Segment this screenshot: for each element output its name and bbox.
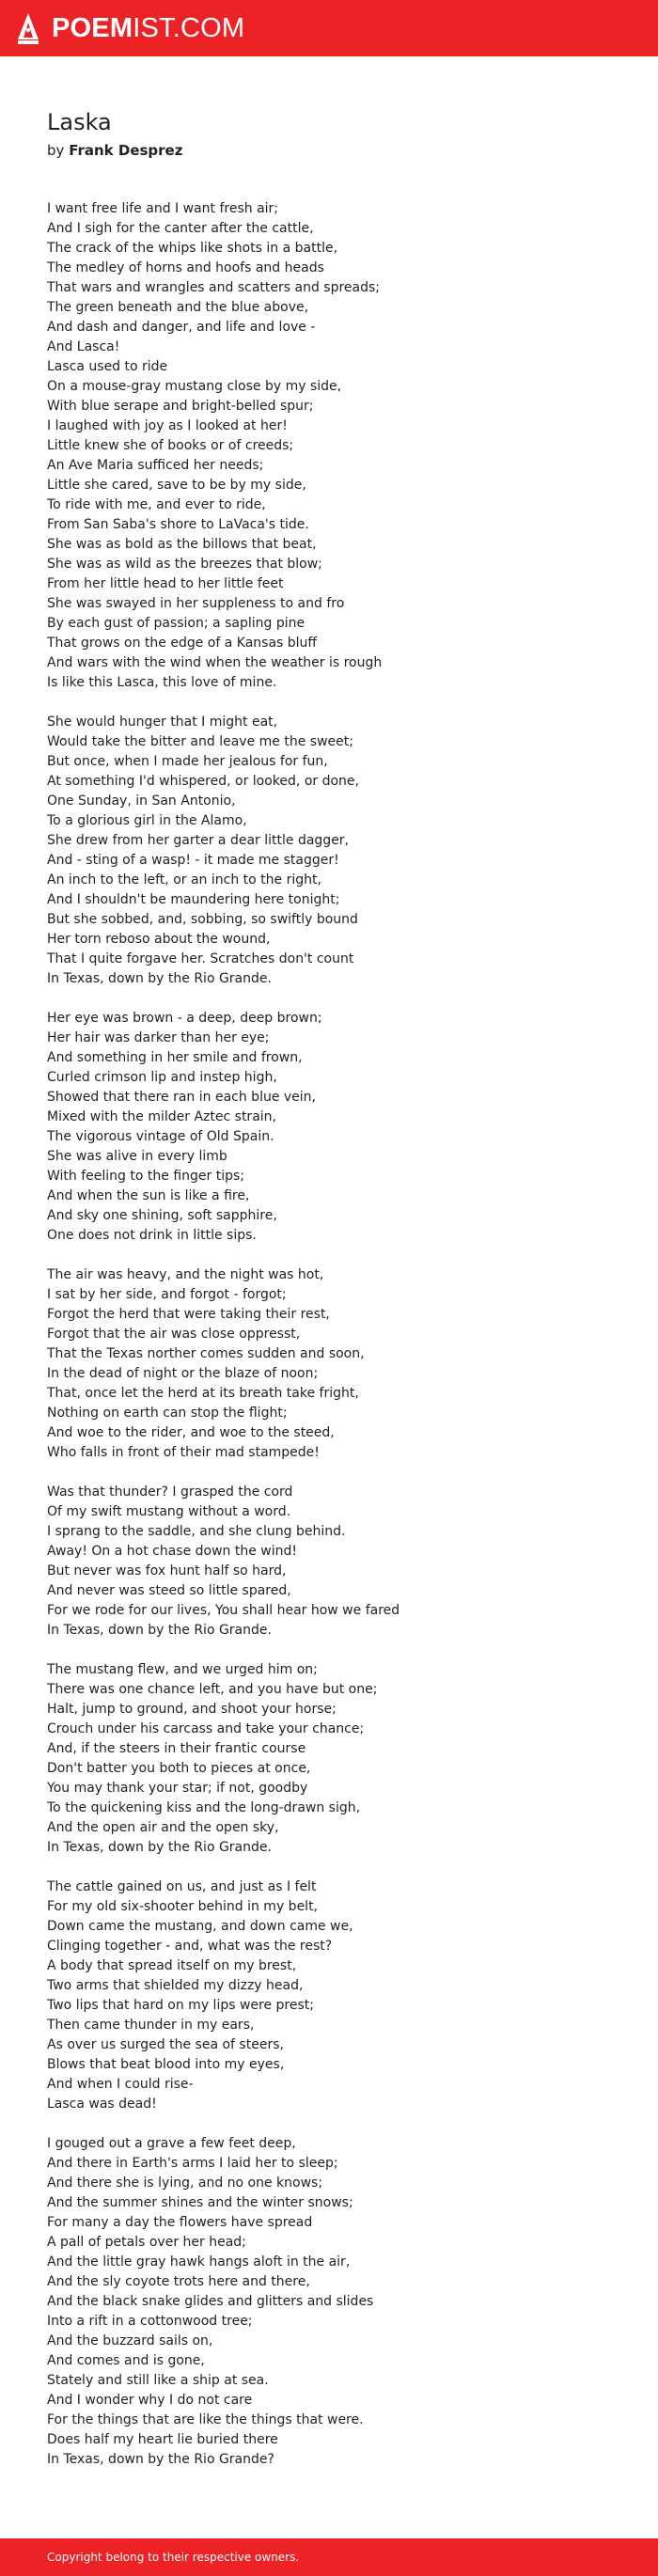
poem-line: In Texas, down by the Rio Grande. <box>47 971 272 986</box>
poem-line: One Sunday, in San Antonio, <box>47 793 236 809</box>
poem-line: Forgot that the air was close oppresst, <box>47 1327 301 1342</box>
poem-line: And the buzzard sails on, <box>47 2333 213 2348</box>
site-footer <box>0 2538 658 2576</box>
poem-line: And sky one shining, soft sapphire, <box>47 1208 277 1223</box>
poem-line: And, if the steers in their frantic course <box>47 1741 306 1756</box>
poem-line: And woe to the rider, and woe to the steed, <box>47 1425 335 1440</box>
poem-line: I sprang to the saddle, and she clung behind. <box>47 1524 346 1539</box>
author-name[interactable]: Frank Desprez <box>69 142 183 159</box>
poem-line: To ride with me, and ever to ride, <box>47 497 266 512</box>
poem-line: And when the sun is like a fire, <box>47 1188 250 1203</box>
poem-line: She drew from her garter a dear little dagger, <box>47 833 350 848</box>
poem-line: Little she cared, save to be by my side, <box>47 478 306 493</box>
poem-line: In Texas, down by the Rio Grande. <box>47 1623 272 1638</box>
poem-stanza <box>47 713 630 989</box>
poem-line: Away! On a hot chase down the wind! <box>47 1544 298 1559</box>
poem-line: The vigorous vintage of Old Spain. <box>47 1129 274 1144</box>
poem-container <box>47 109 630 2490</box>
poem-line: Would take the bitter and leave me the sweet; <box>47 734 353 749</box>
poem-line: Blows that beat blood into my eyes, <box>47 2057 285 2072</box>
byline-prefix: by <box>47 142 65 159</box>
poem-line: Two lips that hard on my lips were prest; <box>47 1998 314 2013</box>
poem-line: Halt, jump to ground, and shoot your horse; <box>47 1702 337 1717</box>
poem-line: And there in Earth's arms I laid her to sleep; <box>47 2156 338 2171</box>
poem-line: That the Texas norther comes sudden and soon, <box>47 1346 365 1361</box>
poem-stanza <box>47 2134 630 2470</box>
poem-line: And - sting of a wasp! - it made me stagger! <box>47 853 339 868</box>
poem-line: Does half my heart lie buried there <box>47 2432 278 2447</box>
poem-line: I want free life and I want fresh air; <box>47 201 279 216</box>
poem-line: An inch to the left, or an inch to the right, <box>47 872 321 887</box>
poem-line: But once, when I made her jealous for fun, <box>47 754 328 769</box>
poem-line: The crack of the whips like shots in a battle, <box>47 241 338 256</box>
poem-line: Was that thunder? I grasped the cord <box>47 1484 293 1500</box>
poem-line: And the black snake glides and glitters and slides <box>47 2294 374 2309</box>
poem-line: By each gust of passion; a sapling pine <box>47 616 306 631</box>
poem-line: Mixed with the milder Aztec strain, <box>47 1109 276 1124</box>
poem-line: On a mouse-gray mustang close by my side, <box>47 379 342 394</box>
poem-line: I sat by her side, and forgot - forgot; <box>47 1287 287 1302</box>
poem-line: At something I'd whispered, or looked, or done, <box>47 774 359 789</box>
poem-line: Stately and still like a ship at sea. <box>47 2373 269 2388</box>
poem-stanza <box>47 1009 630 1246</box>
poem-line: And the sly coyote trots here and there, <box>47 2274 310 2289</box>
poem-line: From her little head to her little feet <box>47 576 284 591</box>
poem-line: She was alive in every limb <box>47 1149 227 1164</box>
poem-line: From San Saba's shore to LaVaca's tide. <box>47 517 309 532</box>
poem-line: Showed that there ran in each blue vein, <box>47 1090 317 1105</box>
poem-line: Lasca used to ride <box>47 359 168 374</box>
poem-line: The mustang flew, and we urged him on; <box>47 1662 318 1677</box>
poem-line: And dash and danger, and life and love - <box>47 320 316 335</box>
pen-nib-icon[interactable] <box>16 11 40 45</box>
poem-line: In Texas, down by the Rio Grande. <box>47 1840 272 1855</box>
poem-line: Who falls in front of their mad stampede! <box>47 1445 320 1460</box>
poem-line: Little knew she of books or of creeds; <box>47 438 294 453</box>
poem-line: Nothing on earth can stop the flight; <box>47 1406 288 1421</box>
poem-line: And I sigh for the canter after the cattle, <box>47 221 314 236</box>
poem-line: But she sobbed, and, sobbing, so swiftly bound <box>47 912 358 927</box>
logo-rest-text: IST.COM <box>133 12 245 43</box>
poem-line: The medley of horns and hoofs and heads <box>47 260 324 275</box>
poem-line: I gouged out a grave a few feet deep, <box>47 2136 296 2151</box>
poem-line: And Lasca! <box>47 339 120 354</box>
poem-line: As over us surged the sea of steers, <box>47 2037 284 2052</box>
poem-line: And when I could rise- <box>47 2077 194 2092</box>
site-header <box>0 0 658 56</box>
poem-line: A body that spread itself on my brest, <box>47 1958 297 1973</box>
poem-line: In Texas, down by the Rio Grande? <box>47 2452 274 2467</box>
poem-stanza <box>47 1877 630 2114</box>
poem-line: Then came thunder in my ears, <box>47 2018 255 2033</box>
poem-line: She would hunger that I might eat, <box>47 715 278 730</box>
poem-line: An Ave Maria sufficed her needs; <box>47 458 264 473</box>
poem-line: One does not drink in little sips. <box>47 1228 257 1243</box>
poem-line: Forgot the herd that were taking their rest, <box>47 1307 330 1322</box>
logo-bold-text: POEM <box>52 12 133 43</box>
poem-line: There was one chance left, and you have but one; <box>47 1682 378 1697</box>
poem-line: Down came the mustang, and down came we, <box>47 1919 353 1934</box>
poem-line: For many a day the flowers have spread <box>47 2215 313 2230</box>
poem-line: But never was fox hunt half so hard, <box>47 1563 287 1579</box>
poem-line: The green beneath and the blue above, <box>47 300 309 315</box>
byline <box>47 141 630 160</box>
poem-line: And the little gray hawk hangs aloft in the air, <box>47 2254 351 2270</box>
poem-line: Into a rift in a cottonwood tree; <box>47 2314 253 2329</box>
poem-line: That I quite forgave her. Scratches don't count <box>47 951 354 966</box>
poem-line: A pall of petals over her head; <box>47 2235 246 2250</box>
poem-line: With feeling to the finger tips; <box>47 1169 244 1184</box>
poem-body <box>47 199 630 2470</box>
poem-line: With blue serape and bright-belled spur; <box>47 399 314 414</box>
poem-line: For my old six-shooter behind in my belt, <box>47 1899 319 1914</box>
poem-line: That wars and wrangles and scatters and spreads; <box>47 280 381 295</box>
poem-line: And there she is lying, and no one knows; <box>47 2175 323 2191</box>
poem-line: She was as wild as the breezes that blow; <box>47 557 322 572</box>
poem-line: And the summer shines and the winter snows; <box>47 2195 353 2210</box>
poem-line: Lasca was dead! <box>47 2097 157 2112</box>
poem-line: In the dead of night or the blaze of noon; <box>47 1366 319 1381</box>
poem-line: Clinging together - and, what was the rest? <box>47 1939 333 1954</box>
poem-line: Two arms that shielded my dizzy head, <box>47 1978 304 1993</box>
poem-stanza <box>47 199 630 693</box>
poem-line: You may thank your star; if not, goodby <box>47 1781 308 1796</box>
poem-line: Her hair was darker than her eye; <box>47 1030 270 1045</box>
poem-line: That grows on the edge of a Kansas bluff <box>47 636 318 651</box>
poem-line: Of my swift mustang without a word. <box>47 1504 291 1519</box>
poem-line: She was as bold as the billows that beat, <box>47 537 317 552</box>
poem-line: Don't batter you both to pieces at once, <box>47 1761 311 1776</box>
poem-line: I laughed with joy as I looked at her! <box>47 418 288 433</box>
poem-line: The cattle gained on us, and just as I felt <box>47 1879 317 1894</box>
poem-line: And comes and is gone, <box>47 2353 205 2368</box>
poem-line: Is like this Lasca, this love of mine. <box>47 675 277 690</box>
poem-line: And the open air and the open sky, <box>47 1820 279 1835</box>
site-logo[interactable] <box>52 12 245 43</box>
poem-line: The air was heavy, and the night was hot, <box>47 1267 324 1282</box>
poem-line: Crouch under his carcass and take your chance; <box>47 1721 365 1736</box>
poem-line: That, once let the herd at its breath take fright, <box>47 1386 359 1401</box>
poem-line: For we rode for our lives, You shall hear how we fared <box>47 1603 400 1618</box>
poem-line: Her eye was brown - a deep, deep brown; <box>47 1011 322 1026</box>
poem-title: Laska <box>47 109 112 135</box>
copyright-notice: Copyright belong to their respective owners. <box>47 2551 300 2564</box>
poem-line: And I shouldn't be maundering here tonight; <box>47 892 340 907</box>
poem-line: Her torn reboso about the wound, <box>47 932 271 947</box>
poem-stanza <box>47 1265 630 1463</box>
poem-line: And wars with the wind when the weather is rough <box>47 655 383 670</box>
poem-line: And I wonder why I do not care <box>47 2393 253 2408</box>
poem-line: And something in her smile and frown, <box>47 1050 303 1065</box>
poem-line: And never was steed so little spared, <box>47 1583 291 1598</box>
poem-line: She was swayed in her suppleness to and fro <box>47 596 345 611</box>
poem-line: For the things that are like the things that were. <box>47 2412 364 2427</box>
poem-line: To the quickening kiss and the long-drawn sigh, <box>47 1800 361 1815</box>
poem-line: To a glorious girl in the Alamo, <box>47 813 247 828</box>
poem-stanza <box>47 1483 630 1641</box>
poem-line: Curled crimson lip and instep high, <box>47 1070 277 1085</box>
poem-stanza <box>47 1660 630 1858</box>
